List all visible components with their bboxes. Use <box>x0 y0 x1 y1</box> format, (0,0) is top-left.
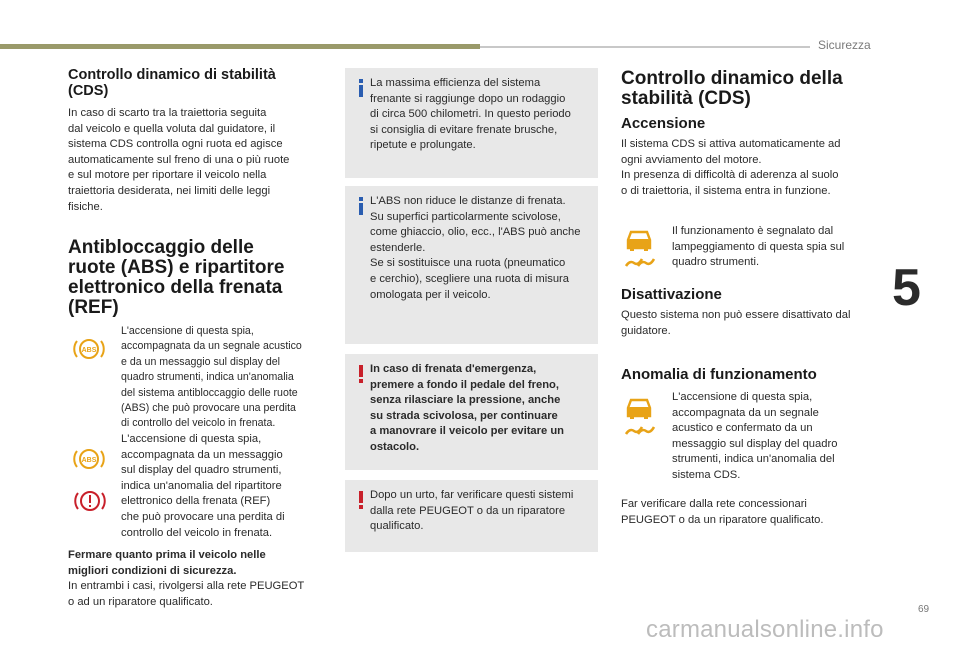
accensione-paragraph: Il sistema CDS si attiva automaticamente ad ogni avviamento del motore. In presenza di difficoltà di aderenza al suolo o di traiettoria, il sistema entra in funzione. <box>621 138 841 197</box>
warning-note-2 <box>345 480 598 552</box>
info-note-2-text: L'ABS non riduce le distanze di frenata. Su superfici particolarmente scivolose, come ghiaccio, olio, ecc., l'ABS può anche estenderle. Se si sostituisce una ruota (pneumatico e cerchio), scegliere una ruota di misura omologata per il veicolo. <box>370 195 581 301</box>
info-icon <box>354 196 368 216</box>
esp-skid-icon-2 <box>622 396 656 441</box>
page-number: 69 <box>918 604 930 615</box>
brake-warning-icon <box>73 488 107 519</box>
warning-note-2-text: Dopo un urto, far verificare questi sistemi dalla rete PEUGEOT o da un riparatore qualificato. <box>370 489 574 533</box>
svg-text:ABS: ABS <box>81 347 97 354</box>
cds-main-heading: Controllo dinamico della stabilità (CDS) <box>621 68 843 109</box>
disattivazione-heading: Disattivazione <box>621 286 722 303</box>
accensione-block <box>621 115 881 199</box>
chapter-number: 5 <box>892 259 921 317</box>
warning-icon <box>354 490 368 510</box>
section-label: Sicurezza <box>818 38 871 52</box>
final-paragraph: Far verificare dalla rete concessionari PEUGEOT o da un riparatore qualificato. <box>621 498 824 526</box>
cds-heading: Controllo dinamico di stabilità (CDS) <box>68 67 276 99</box>
anomalia-paragraph: L'accensione di questa spia, accompagnata da un segnale acustico e confermato da un messaggio sul display del quadro strumenti, indica un'anomalia del sistema CDS. <box>672 391 838 481</box>
info-icon <box>354 78 368 98</box>
stop-block <box>68 548 338 610</box>
warning-icon <box>354 364 368 384</box>
funzionamento-paragraph: Il funzionamento è segnalato dal lampeggiamento di questa spia sul quadro strumenti. <box>672 225 845 269</box>
disattivazione-block <box>621 286 881 339</box>
accensione-heading: Accensione <box>621 115 706 132</box>
abs-heading: Antibloccaggio delle ruote (ABS) e ripartitore elettronico della frenata (REF) <box>68 237 285 318</box>
svg-text:ABS: ABS <box>81 457 97 464</box>
esp-skid-icon <box>622 228 656 273</box>
header-bar-accent <box>0 44 480 49</box>
anomalia-heading: Anomalia di funzionamento <box>621 366 817 383</box>
info-note-1 <box>345 68 598 178</box>
warning-note-1-text: In caso di frenata d'emergenza, premere a fondo il pedale del freno, senza rilasciare la pressione, anche su strada scivolosa, per continuare a manovrare il veicolo per evitare un ostacolo. <box>370 363 565 453</box>
warning-note-1 <box>345 354 598 470</box>
header-bar-line <box>480 46 810 48</box>
watermark: carmanualsonline.info <box>646 616 884 643</box>
info-note-2 <box>345 186 598 344</box>
cds-paragraph: In caso di scarto tra la traiettoria seguita dal veicolo e quella voluta dal guidatore, il sistema CDS controlla ogni ruota ed agisce automaticamente sul freno di una o più ruote e sul motore per riportare il veicolo nella traiettoria desiderata, nei limiti delle leggi fisiche. <box>68 107 290 213</box>
abs-paragraph-1: L'accensione di questa spia, accompagnata da un segnale acustico e da un messaggio sul display del quadro strumenti, indica un'anomalia del sistema antibloccaggio delle ruote (ABS) che può provocare una perdita di controllo del veicolo in frenata. <box>121 325 302 430</box>
stop-text: In entrambi i casi, rivolgersi alla rete PEUGEOT o ad un riparatore qualificato. <box>68 580 305 608</box>
abs-warning-icon <box>71 336 107 367</box>
abs-warning-icon-2 <box>71 446 107 477</box>
left-column <box>68 67 328 215</box>
stop-bold-text: Fermare quanto prima il veicolo nelle migliori condizioni di sicurezza. <box>68 549 266 577</box>
info-note-1-text: La massima efficienza del sistema frenante si raggiunge dopo un rodaggio di circa 500 chilometri. In questo periodo si consiglia di evitare frenate brusche, ripetute e prolungate. <box>370 77 571 152</box>
disattivazione-paragraph: Questo sistema non può essere disattivato dal guidatore. <box>621 309 851 337</box>
abs-paragraph-2: L'accensione di questa spia, accompagnata da un messaggio sul display del quadro strumenti, indica un'anomalia del ripartitore elettronico della frenata (REF) che può provocare una perdita di controllo del veicolo in frenata. <box>121 433 285 539</box>
